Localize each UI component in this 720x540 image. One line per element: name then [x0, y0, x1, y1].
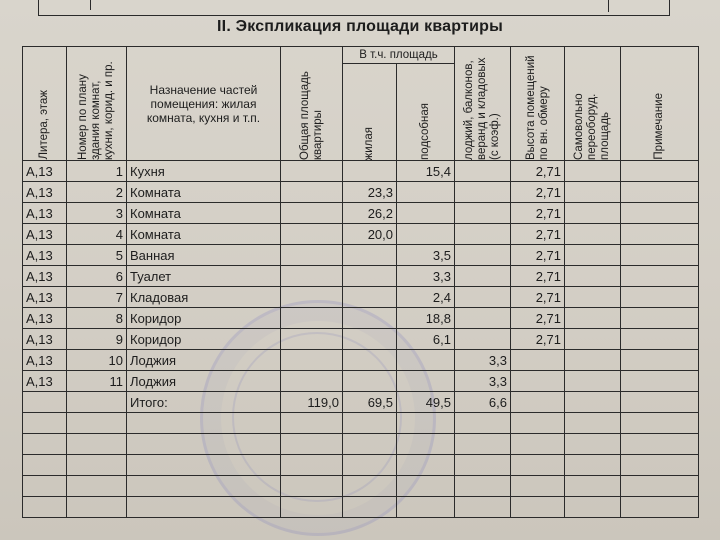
table-cell-number: 1 — [67, 161, 127, 182]
table-cell-total — [281, 266, 343, 287]
table-cell-height: 2,71 — [511, 329, 565, 350]
table-row — [23, 245, 699, 266]
table-row — [23, 350, 699, 371]
empty-cell — [455, 476, 511, 497]
table-cell-auxiliary — [397, 182, 455, 203]
header-purpose: Назначение частей помещения: жилая комната, кухня и т.п. — [127, 47, 281, 161]
table-cell-auxiliary: 18,8 — [397, 308, 455, 329]
table-cell-total — [281, 182, 343, 203]
empty-cell — [23, 476, 67, 497]
table-cell-note — [621, 308, 699, 329]
empty-cell — [127, 455, 281, 476]
table-cell-litera: А,13 — [23, 266, 67, 287]
table-cell-loggia — [455, 245, 511, 266]
empty-cell — [397, 413, 455, 434]
table-cell-note — [621, 266, 699, 287]
table-cell-number: 8 — [67, 308, 127, 329]
empty-cell — [621, 413, 699, 434]
table-body — [23, 161, 699, 518]
table-cell-living — [343, 161, 397, 182]
table-cell-living: 20,0 — [343, 224, 397, 245]
table-cell-auxiliary: 6,1 — [397, 329, 455, 350]
table-cell-height: 2,71 — [511, 224, 565, 245]
table-cell-total — [281, 287, 343, 308]
table-row — [23, 308, 699, 329]
table-cell-living — [343, 266, 397, 287]
empty-cell — [281, 413, 343, 434]
table-cell-auxiliary — [397, 371, 455, 392]
table-cell-height — [511, 392, 565, 413]
table-cell-number: 7 — [67, 287, 127, 308]
empty-cell — [397, 476, 455, 497]
header-incl-area: В т.ч. площадь — [343, 47, 455, 64]
table-row — [23, 329, 699, 350]
empty-row — [23, 476, 699, 497]
empty-row — [23, 413, 699, 434]
table-cell-reequipped — [565, 287, 621, 308]
empty-cell — [511, 476, 565, 497]
table-cell-living — [343, 245, 397, 266]
table-cell-note — [621, 203, 699, 224]
table-cell-note — [621, 287, 699, 308]
empty-cell — [565, 434, 621, 455]
empty-cell — [281, 434, 343, 455]
table-cell-note — [621, 224, 699, 245]
empty-cell — [127, 476, 281, 497]
table-cell-number: 9 — [67, 329, 127, 350]
empty-cell — [621, 497, 699, 518]
table-cell-reequipped — [565, 371, 621, 392]
totals-row — [23, 392, 699, 413]
table-cell-name: Коридор — [127, 329, 281, 350]
empty-cell — [397, 434, 455, 455]
totals-living: 69,5 — [343, 392, 397, 413]
empty-cell — [127, 413, 281, 434]
empty-cell — [455, 497, 511, 518]
table-cell-total — [281, 224, 343, 245]
table-cell-reequipped — [565, 329, 621, 350]
table-cell-total — [281, 329, 343, 350]
previous-table-edge — [38, 0, 670, 16]
table-row — [23, 371, 699, 392]
table-cell-litera: А,13 — [23, 287, 67, 308]
empty-cell — [67, 497, 127, 518]
table-cell-reequipped — [565, 203, 621, 224]
table-cell-loggia: 3,3 — [455, 350, 511, 371]
table-cell-name: Туалет — [127, 266, 281, 287]
empty-cell — [565, 413, 621, 434]
table-cell-loggia — [455, 287, 511, 308]
table-cell-total — [281, 245, 343, 266]
table-cell-height — [511, 350, 565, 371]
totals-total: 119,0 — [281, 392, 343, 413]
header-litera: Литера, этаж — [23, 47, 67, 161]
table-cell-living — [343, 287, 397, 308]
table-cell-note — [621, 161, 699, 182]
table-cell-litera: А,13 — [23, 161, 67, 182]
table-cell-auxiliary — [397, 224, 455, 245]
table-row — [23, 203, 699, 224]
totals-loggia: 6,6 — [455, 392, 511, 413]
table-cell-reequipped — [565, 182, 621, 203]
empty-cell — [621, 455, 699, 476]
table-cell-number: 6 — [67, 266, 127, 287]
table-cell-reequipped — [565, 245, 621, 266]
empty-cell — [565, 497, 621, 518]
table-row — [23, 182, 699, 203]
table-cell-loggia — [455, 203, 511, 224]
empty-cell — [343, 413, 397, 434]
table-cell-number — [67, 392, 127, 413]
table-cell-loggia — [455, 329, 511, 350]
empty-cell — [343, 476, 397, 497]
table-cell-number: 3 — [67, 203, 127, 224]
table-cell-note — [621, 392, 699, 413]
table-cell-loggia — [455, 161, 511, 182]
table-row — [23, 287, 699, 308]
empty-cell — [511, 434, 565, 455]
table-cell-name: Коридор — [127, 308, 281, 329]
table-cell-note — [621, 371, 699, 392]
table-cell-auxiliary: 3,5 — [397, 245, 455, 266]
empty-cell — [67, 476, 127, 497]
empty-cell — [67, 413, 127, 434]
empty-cell — [565, 455, 621, 476]
table-cell-height: 2,71 — [511, 266, 565, 287]
empty-cell — [281, 455, 343, 476]
table-cell-litera: А,13 — [23, 245, 67, 266]
table-cell-reequipped — [565, 392, 621, 413]
empty-cell — [127, 434, 281, 455]
table-row — [23, 224, 699, 245]
table-cell-height: 2,71 — [511, 245, 565, 266]
table-cell-height: 2,71 — [511, 182, 565, 203]
table-cell-litera: А,13 — [23, 182, 67, 203]
table-cell-living — [343, 308, 397, 329]
table-cell-name: Комната — [127, 203, 281, 224]
empty-cell — [397, 455, 455, 476]
empty-cell — [621, 476, 699, 497]
table-cell-living — [343, 329, 397, 350]
table-cell-loggia — [455, 182, 511, 203]
table-cell-auxiliary: 15,4 — [397, 161, 455, 182]
empty-cell — [343, 434, 397, 455]
empty-cell — [23, 497, 67, 518]
table-cell-total — [281, 161, 343, 182]
table-cell-note — [621, 329, 699, 350]
empty-cell — [397, 497, 455, 518]
table-cell-auxiliary — [397, 350, 455, 371]
table-cell-reequipped — [565, 266, 621, 287]
table-cell-reequipped — [565, 161, 621, 182]
empty-cell — [455, 413, 511, 434]
table-cell-height: 2,71 — [511, 287, 565, 308]
table-cell-height — [511, 371, 565, 392]
table-cell-note — [621, 350, 699, 371]
table-cell-auxiliary: 2,4 — [397, 287, 455, 308]
table-cell-total — [281, 203, 343, 224]
empty-cell — [455, 455, 511, 476]
table-cell-name: Комната — [127, 182, 281, 203]
header-room-number: Номер по плану здания комнат, кухни, корид. и пр. — [67, 47, 127, 161]
table-cell-living: 26,2 — [343, 203, 397, 224]
table-cell-loggia — [455, 266, 511, 287]
table-cell-height: 2,71 — [511, 161, 565, 182]
header-living: жилая — [343, 64, 397, 161]
table-cell-living — [343, 350, 397, 371]
totals-auxiliary: 49,5 — [397, 392, 455, 413]
explication-table — [22, 46, 699, 518]
table-cell-total — [281, 350, 343, 371]
empty-cell — [23, 455, 67, 476]
header-total-area: Общая площадь квартиры — [281, 47, 343, 161]
table-cell-height: 2,71 — [511, 308, 565, 329]
table-cell-litera: А,13 — [23, 350, 67, 371]
table-cell-name: Лоджия — [127, 371, 281, 392]
table-cell-litera: А,13 — [23, 224, 67, 245]
empty-cell — [455, 434, 511, 455]
table-cell-total — [281, 371, 343, 392]
header-height: Высота помещений по вн. обмеру — [511, 47, 565, 161]
empty-row — [23, 497, 699, 518]
header-note: Примечание — [621, 47, 699, 161]
table-cell-reequipped — [565, 224, 621, 245]
empty-cell — [511, 455, 565, 476]
empty-cell — [127, 497, 281, 518]
empty-cell — [23, 434, 67, 455]
table-cell-name: Кухня — [127, 161, 281, 182]
table-row — [23, 266, 699, 287]
empty-cell — [281, 497, 343, 518]
empty-cell — [343, 455, 397, 476]
page-title: II. Экспликация площади квартиры — [217, 18, 503, 35]
table-cell-height: 2,71 — [511, 203, 565, 224]
table-cell-litera: А,13 — [23, 203, 67, 224]
empty-cell — [67, 434, 127, 455]
empty-cell — [23, 413, 67, 434]
table-cell-litera: А,13 — [23, 308, 67, 329]
table-cell-litera: А,13 — [23, 371, 67, 392]
table-cell-reequipped — [565, 350, 621, 371]
table-cell-note — [621, 245, 699, 266]
table-cell-note — [621, 182, 699, 203]
table-cell-reequipped — [565, 308, 621, 329]
table-cell-living: 23,3 — [343, 182, 397, 203]
header-auxiliary: подсобная — [397, 64, 455, 161]
empty-cell — [565, 476, 621, 497]
table-cell-loggia — [455, 224, 511, 245]
table-cell-name: Лоджия — [127, 350, 281, 371]
empty-cell — [511, 497, 565, 518]
empty-cell — [621, 434, 699, 455]
header-reequipped: Самовольно переоборуд. площадь — [565, 47, 621, 161]
table-cell-name: Комната — [127, 224, 281, 245]
table-cell-auxiliary: 3,3 — [397, 266, 455, 287]
table-cell-auxiliary — [397, 203, 455, 224]
table-cell-number: 5 — [67, 245, 127, 266]
table-cell-name: Кладовая — [127, 287, 281, 308]
table-cell-number: 2 — [67, 182, 127, 203]
table-cell-name: Ванная — [127, 245, 281, 266]
empty-row — [23, 455, 699, 476]
totals-label: Итого: — [127, 392, 281, 413]
empty-cell — [281, 476, 343, 497]
table-cell-living — [343, 371, 397, 392]
table-cell-litera — [23, 392, 67, 413]
table-cell-litera: А,13 — [23, 329, 67, 350]
empty-cell — [343, 497, 397, 518]
empty-cell — [67, 455, 127, 476]
table-cell-number: 10 — [67, 350, 127, 371]
empty-cell — [511, 413, 565, 434]
header-loggias: лоджий, балконов, веранд и кладовых (с коэф.) — [455, 47, 511, 161]
empty-row — [23, 434, 699, 455]
table-cell-number: 11 — [67, 371, 127, 392]
table-cell-number: 4 — [67, 224, 127, 245]
table-row — [23, 161, 699, 182]
table-cell-loggia: 3,3 — [455, 371, 511, 392]
table-cell-total — [281, 308, 343, 329]
table-cell-loggia — [455, 308, 511, 329]
